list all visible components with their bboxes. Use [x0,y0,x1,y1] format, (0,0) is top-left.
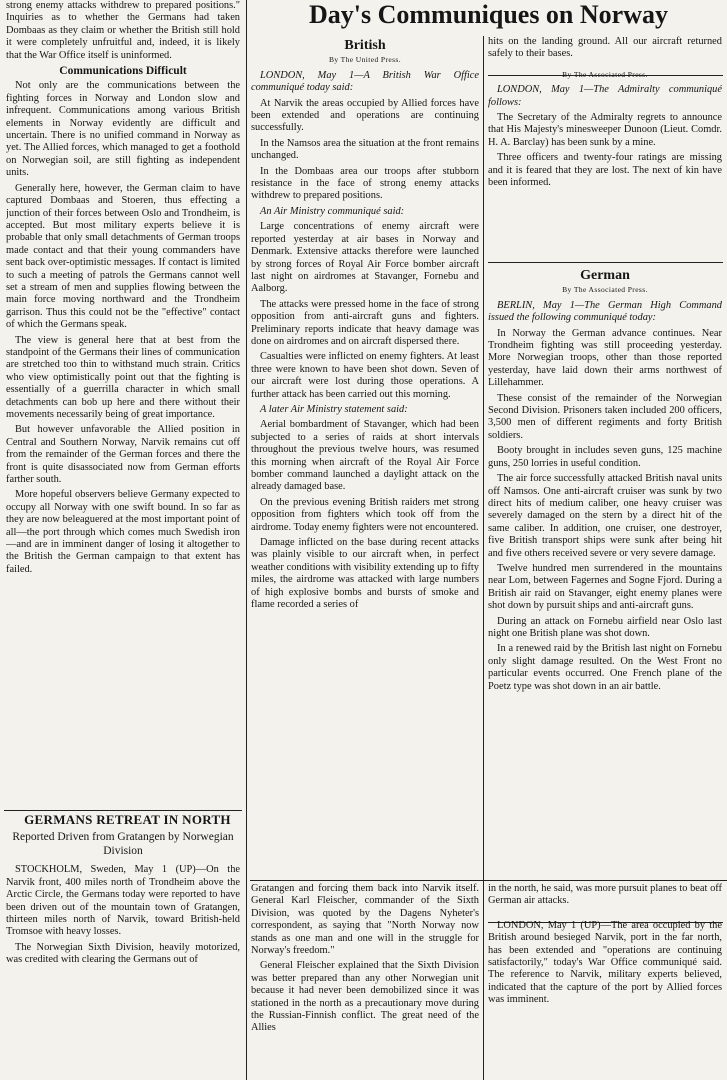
story-paragraph: strong enemy attacks withdrew to prepared positions." Inquiries as to whether the Germans had taken Dombaas as they claim or whether the British still hold it were completely unfruitful and, indeed, it is likely that the War Office itself is uninformed. [6,0,240,61]
story-paragraph: Aerial bombardment of Stavanger, which had been subjected to a series of raids at short intervals throughout the previous twelve hours, was resumed this morning when aircraft of the Royal Air Force bomber command launched a daylight attack on the already damaged base. [251,419,479,493]
page-title: Day's Communiques on Norway [309,0,668,29]
story-paragraph: In a renewed raid by the British last night on Fornebu only slight damage resulted. On the West Front no particular events occurred. One French plane of the Poetz type was shot down in an air battle. [488,643,722,692]
story-paragraph: Casualties were inflicted on enemy fighters. At least three were known to have been shot down. Seven of our aircraft were lost during those operations. A further attack has been carried out this morning. [251,351,479,400]
story-paragraph: In the Dombaas area our troops after stubborn resistance in the face of strong enemy attacks withdrew to prepared positions. [251,165,479,202]
story-paragraph: During an attack on Fornebu airfield near Oslo last night one British plane was shot down. [488,615,722,639]
story-paragraph: More hopeful observers believe Germany expected to occupy all Norway with one swift bound. In so far as they are now beleaguered at the most important point of all—the port through which comes much Swedish iron—and are in imminent danger of losing it altogether to the British the German campaign to that extent has failed. [6,489,240,575]
story-paragraph: The Secretary of the Admiralty regrets to announce that His Majesty's minesweeper Dunoon (Lieut. Comdr. H. A. Barclay) has been sunk by a mine. [488,112,722,148]
section-heading-british: British [344,38,386,53]
retreat-story [6,814,240,1080]
story-paragraph: Not only are the communications between the fighting forces in Norway and London slow and infrequent. Communications among various British elements in Norway evidently are difficult and uncertain. There is no unified command in Norway as yet. The Allied forces, which managed to get a foothold on Norwegian soil, are still fighting as independent units. [6,80,240,179]
story-paragraph: hits on the landing ground. All our aircraft returned safely to their bases. [488,36,722,60]
communique-intro: LONDON, May 1—The Admiralty communiqué follows: [488,84,722,108]
column-rule [483,36,484,1080]
story-paragraph: In Norway the German advance continues. Near Trondheim fighting was still proceeding yesterday. More Norwegian troops, other than those reported yesterday, have laid down their arms northwest of Lillehammer. [488,327,722,389]
story-paragraph: Twelve hundred men surrendered in the mountains near Lom, between Fagernes and Sogne Fjord. During a British air raid on Stavanger, eight enemy planes were shot down by pursuit ships and anti-aircraft guns. [488,562,722,612]
story-paragraph: In the Namsos area the situation at the front remains unchanged. [251,137,479,162]
left-column-story [6,0,240,808]
communique-intro: A later Air Ministry statement said: [260,403,408,415]
story-paragraph: At Narvik the areas occupied by Allied forces have been extended and operations are continuing successfully. [251,97,479,134]
story-paragraph: The air force successfully attacked British naval units off Namsos. One anti-aircraft cruiser was sunk by two direct hits of medium caliber, one heavy cruiser was severely damaged on the stern by a direct hit of the same caliber. In addition, one cruiser, one destroyer, five British transport ships were sunk after being hit and five others received severe or very severe damage. [488,473,722,559]
story-paragraph: Generally here, however, the German claim to have captured Dombaas and Stoeren, thus effecting a junction of their forces between Oslo and Trondheim, is accepted. But most military experts believe it is probable that only small detachments of German troops made contact and that their young commanders have sent back over-optimistic messages. If contact is limited to such a meeting of patrols the Germans cannot well set a stream of men and supplies flowing between the main force moving northward and the Trondheim garrison. Thus this could not be the "effective" contact of which the Germans speak. [6,182,240,331]
column-rule [246,0,247,1080]
section-rule [4,810,242,811]
story-paragraph: Large concentrations of enemy aircraft were reported yesterday at air bases in Norway and Denmark. Extensive attacks therefore were launched by strong forces of Royal Air Force bomber aircraft last night on airdromes at Stavanger, Fornebu and Aalborg. [251,221,479,295]
retreat-continued [251,883,479,1080]
story-paragraph: STOCKHOLM, Sweden, May 1 (UP)—On the Narvik front, 400 miles north of Trondheim above the Arctic Circle, the Germans today were reported to have been driven out of the mountain town of Gratangen, thirteen miles north of Narvik, toward British-held Tromsoe with heavy losses. [6,864,240,938]
story-paragraph: The attacks were pressed home in the face of strong opposition from anti-aircraft guns and fighters. Preliminary reports indicate that heavy damage was done on airdromes and on aircraft dispersed there. [251,298,479,347]
retreat-final [488,883,722,1080]
byline: By The United Press. [328,55,402,65]
story-paragraph: in the north, he said, was more pursuit planes to beat off German air attacks. [488,883,722,907]
story-paragraph: These consist of the remainder of the Norwegian Second Division. Prisoners taken included 200 officers, 3,500 men of different regiments and forty British soldiers. [488,392,722,441]
story-paragraph: On the previous evening British raiders met strong opposition from fighters which took off from the airdrome. Today enemy fighters were not encountered. [251,496,479,533]
communique-intro: LONDON, May 1—A British War Office communiqué today said: [251,69,479,94]
story-paragraph: General Fleischer explained that the Sixth Division was better prepared than any other Norwegian unit because it had never been demobilized since it was stationed in the north as a precautionary move during the Russian-Finnish conflict. The great need of the Allies [251,960,479,1034]
communique-intro: An Air Ministry communiqué said: [260,205,405,217]
british-communique [251,38,479,878]
story-paragraph: The Norwegian Sixth Division, heavily motorized, was credited with clearing the Germans out of [6,941,240,966]
section-rule [488,262,723,263]
story-paragraph: But however unfavorable the Allied position in Central and Southern Norway, Narvik remains cut off from the remainder of the German forces and there the front is quite disassociated now from German efforts farther south. [6,424,240,486]
byline: By The Associated Press. [562,69,648,79]
story-paragraph: Gratangen and forcing them back into Narvik itself. General Karl Fleischer, commander of the Sixth Division, was quoted by the Dagens Nyheter's correspondent, as saying that "North Norway now stands as one man and one will in the struggle for Norway's freedom." [251,883,479,957]
admiralty-communique [488,36,722,262]
german-communique [488,268,722,878]
story-paragraph: LONDON, May 1 (UP)—The area occupied by the British around besieged Narvik, port in the far north, has been extended and "operations are continuing satisfactorily," today's War Office communiqué said. The reference to Narvik, military experts believed, indicated that the capture of the port by Allied forces was imminent. [488,919,722,1006]
communique-intro: BERLIN, May 1—The German High Command issued the following communiqué today: [488,299,722,324]
story-paragraph: Damage inflicted on the base during recent attacks was plainly visible to our aircraft when, in perfect weather conditions with visibility extending up to fifty miles, the airdrome was attacked with large numbers of high explosive bombs and bursts of smoke and flame recorded a series of [251,537,479,611]
story-paragraph: Booty brought in includes seven guns, 125 machine guns, 250 lorries in useful condition. [488,445,722,469]
section-rule [250,880,727,881]
story-paragraph: Three officers and twenty-four ratings are missing and it is feared that they are lost. The next of kin have been informed. [488,152,722,189]
byline: By The Associated Press. [562,285,648,295]
retreat-deck: Reported Driven from Gratangen by Norwegian Division [12,831,234,858]
story-paragraph: The view is general here that at best from the standpoint of the Germans their lines of communication are stretched too thin to withstand much strain. Critics who view optimistically point out that the fighting is essentially of a guerrilla character in which small detachments can bob up here and there without their movements necessarily being of great importance. [6,334,240,420]
retreat-headline: GERMANS RETREAT IN NORTH [24,814,231,827]
section-heading-german: German [580,268,630,283]
subheading: Communications Difficult [59,65,187,78]
